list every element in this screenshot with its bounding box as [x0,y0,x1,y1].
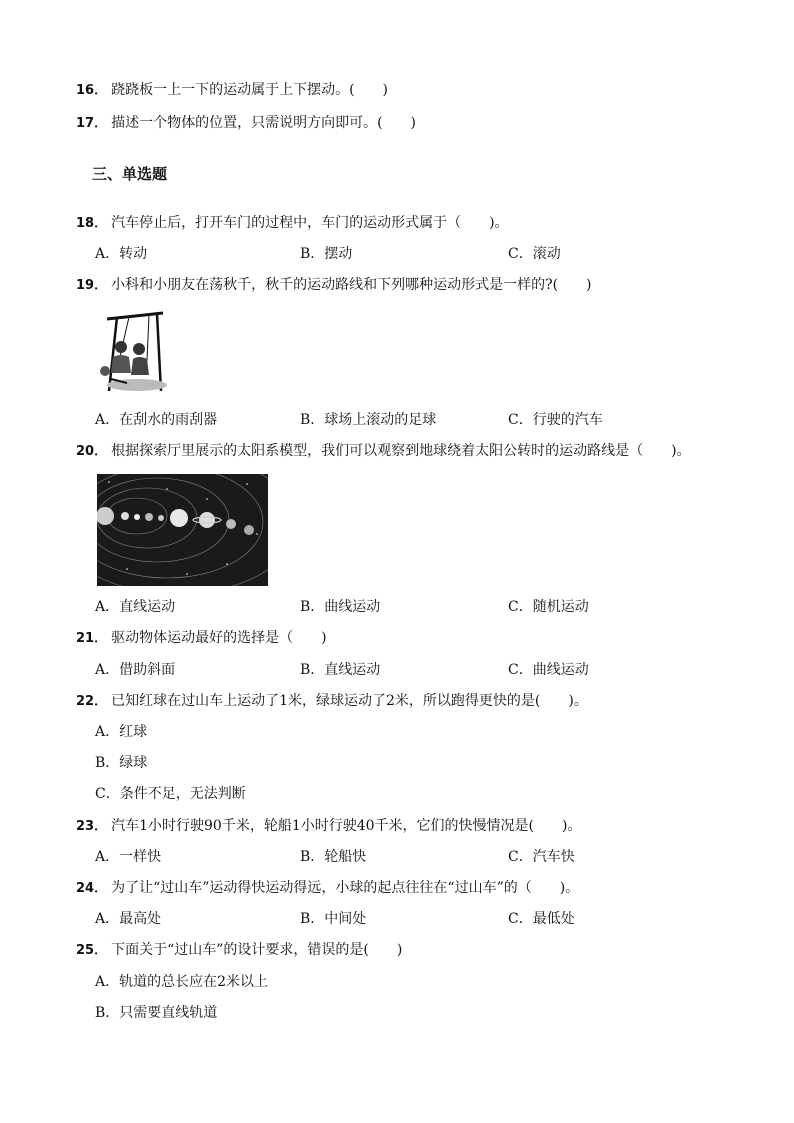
option-b: B．轮船快 [300,849,367,865]
option-a: A．在刮水的雨刮器 [95,412,218,428]
option-a: A．直线运动 [95,599,176,615]
swing-illustration [97,309,169,395]
question-text: 跷跷板一上一下的运动属于上下摆动。( ) [111,82,389,98]
option-b: B．中间处 [300,911,367,927]
option-c: C．汽车快 [508,849,575,865]
question-number: 19． [76,278,108,293]
question-18 [76,213,509,234]
option-a: A．借助斜面 [95,662,176,678]
question-number: 25． [76,943,108,958]
section-title: 三、单选题 [92,165,168,183]
question-number: 24． [76,881,108,896]
question-number: 18． [76,216,108,231]
question-22 [76,691,588,712]
question-21 [76,628,327,649]
question-number: 23． [76,819,108,834]
option-b: B．直线运动 [300,662,381,678]
option-c: C．条件不足，无法判断 [95,786,246,802]
option-b: B．只需要直线轨道 [95,1005,218,1021]
question-number: 20． [76,444,108,459]
question-19 [76,275,592,296]
option-c: C．滚动 [508,246,561,262]
option-c: C．最低处 [508,911,575,927]
question-text: 已知红球在过山车上运动了1米，绿球运动了2米，所以跑得更快的是( )。 [111,693,588,709]
question-text: 汽车停止后，打开车门的过程中，车门的运动形式属于（ )。 [111,215,509,231]
question-text: 描述一个物体的位置，只需说明方向即可。( ) [111,115,417,131]
solar-system-illustration [97,474,268,586]
option-a: A．轨道的总长应在2米以上 [95,974,269,990]
option-b: B．摆动 [300,246,353,262]
question-20 [76,441,691,462]
option-b: B．球场上滚动的足球 [300,412,437,428]
question-text: 驱动物体运动最好的选择是（ ) [111,630,327,646]
option-c: C．曲线运动 [508,662,589,678]
question-text: 小科和小朋友在荡秋千，秋千的运动路线和下列哪种运动形式是一样的?( ) [111,277,592,293]
option-c: C．随机运动 [508,599,589,615]
option-a: A．最高处 [95,911,162,927]
question-number: 22． [76,694,108,709]
question-number: 17． [76,116,108,131]
question-23 [76,816,581,837]
question-24 [76,878,579,899]
question-17 [76,113,416,134]
question-25 [76,940,402,961]
question-text: 根据探索厅里展示的太阳系模型，我们可以观察到地球绕着太阳公转时的运动路线是（ )。 [111,443,691,459]
question-16 [76,80,388,101]
option-c: C．行驶的汽车 [508,412,603,428]
question-text: 下面关于“过山车”的设计要求，错误的是( ) [111,942,403,958]
question-text: 为了让“过山车”运动得快运动得远，小球的起点往往在“过山车”的（ )。 [111,880,580,896]
question-number: 16． [76,83,108,98]
option-a: A．一样快 [95,849,162,865]
option-a: A．红球 [95,724,148,740]
question-text: 汽车1小时行驶90千米，轮船1小时行驶40千米，它们的快慢情况是( )。 [111,818,582,834]
option-a: A．转动 [95,246,148,262]
option-b: B．曲线运动 [300,599,381,615]
question-number: 21． [76,631,108,646]
option-b: B．绿球 [95,755,148,771]
